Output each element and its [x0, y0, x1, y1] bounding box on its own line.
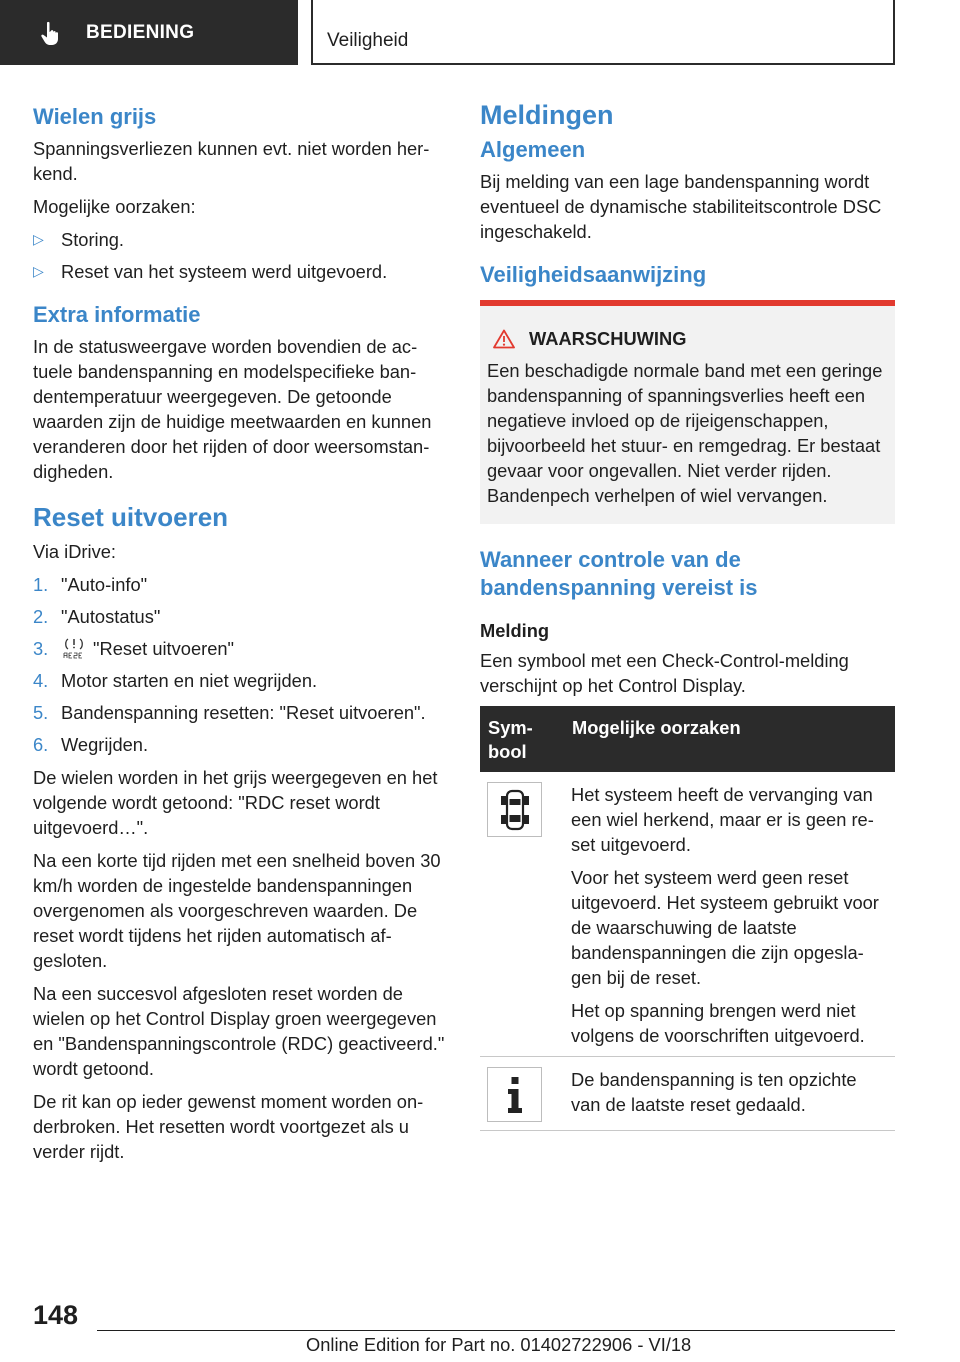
paragraph: Na een succesvol afgesloten reset worden de wielen op het Control Display groen weergegeven en "Bandenspanningscontrole (RDC) geactiveerd." wordt getoond.	[33, 983, 445, 1079]
causes-cell	[564, 772, 895, 1057]
info-icon	[487, 1067, 542, 1122]
step-text: "Autostatus"	[61, 606, 161, 627]
causes-cell	[564, 1057, 895, 1131]
step-number: 3.	[33, 638, 49, 659]
edition-text: Online Edition for Part no. 01402722906 - VI/18	[306, 1334, 692, 1355]
paragraph: Spanningsverliezen kunnen evt. niet worden herkend.	[33, 138, 430, 184]
list-item	[33, 227, 448, 252]
warning-title: WAARSCHUWING	[529, 328, 687, 349]
step-item	[33, 572, 448, 597]
step-item	[33, 636, 448, 661]
list-item-text: Storing.	[61, 229, 125, 250]
step-text: Bandenspanning resetten: "Reset uitvoeren".	[61, 702, 426, 723]
paragraph: De wielen worden in het grijs weergegeven en het volgende wordt getoond: "RDC reset wordt uitgevoerd…".	[33, 767, 438, 838]
warning-text: Een beschadigde normale band met een geringe bandenspanning of spanningsverlies heeft een negatieve invloed op de rijeigenschappen, bijvoorbeeld het stuur- en remgedrag. Er bestaat gevaar voor ongevallen. Niet verder rijden. Bandenpech verhelpen of wiel vervangen.	[487, 360, 883, 506]
triangle-bullet-icon: ▷	[33, 231, 44, 247]
cause-text: Het systeem heeft de vervanging van een wiel herkend, maar er is geen reset uitgevoerd.	[571, 784, 874, 855]
heading-reset-uitvoeren: Reset uitvoeren	[33, 502, 229, 532]
paragraph: Na een korte tijd rijden met een snelheid boven 30 km/h worden de ingestelde bandenspanningen overgenomen als voorgeschreven waarden. De reset wordt tijdens het rijden automatisch afgesloten.	[33, 850, 441, 971]
paragraph: Een symbool met een Check-Control-melding verschijnt op het Control Display.	[480, 650, 849, 696]
page-number: 148	[33, 1300, 79, 1330]
heading-extra-informatie: Extra informatie	[33, 302, 201, 327]
car-tire-icon	[487, 782, 542, 837]
subheading-melding: Melding	[480, 620, 550, 641]
paragraph: Bij melding van een lage bandenspanning wordt eventueel de dynamische stabiliteitscontrole DSC ingeschakeld.	[480, 171, 882, 242]
triangle-bullet-icon: ▷	[33, 263, 44, 279]
paragraph: Via iDrive:	[33, 541, 116, 562]
table-row	[480, 1057, 895, 1131]
reset-button-icon	[61, 637, 87, 659]
footer-divider	[97, 1330, 895, 1331]
paragraph: Mogelijke oorzaken:	[33, 196, 196, 217]
chapter-title: Veiligheid	[327, 30, 409, 51]
step-text: Wegrijden.	[61, 734, 149, 755]
cause-text: Voor het systeem werd geen reset uitgevoerd. Het systeem gebruikt voor de waarschuwing de laatste bandenspanningen die zijn opgeslagen bij de reset.	[571, 867, 879, 988]
heading-veiligheidsaanwijzing: Veiligheidsaanwijzing	[480, 262, 707, 287]
column-header-symbol: Symbool	[480, 706, 564, 772]
chapter-tab	[311, 0, 895, 65]
heading-meldingen: Meldingen	[480, 100, 614, 130]
step-number: 6.	[33, 734, 49, 755]
step-item	[33, 604, 448, 629]
symbol-cell	[480, 1057, 564, 1131]
list-item	[33, 259, 448, 284]
left-column	[33, 100, 448, 1172]
step-item	[33, 732, 448, 757]
hand-pointer-icon	[38, 20, 64, 46]
cause-list	[33, 227, 448, 284]
step-text: "Auto-info"	[61, 574, 148, 595]
step-text: "Reset uitvoeren"	[93, 638, 235, 659]
right-column	[480, 100, 895, 1131]
paragraph: In de statusweergave worden bovendien de actuele bandenspanning en modelspecifieke bandentemperatuur weergegeven. De getoonde waarden zijn de huidige meetwaarden en kunnen veranderen door het rijden of door weersomstandigheden.	[33, 336, 432, 482]
warning-triangle-icon	[493, 329, 515, 349]
warning-box	[480, 300, 895, 524]
step-text: Motor starten en niet wegrijden.	[61, 670, 318, 691]
section-title: BEDIENING	[86, 21, 195, 43]
step-item	[33, 668, 448, 693]
step-number: 1.	[33, 574, 49, 595]
warning-header	[487, 328, 887, 350]
section-tab	[0, 0, 298, 65]
reset-steps	[33, 572, 448, 757]
step-item	[33, 700, 448, 725]
heading-algemeen: Algemeen	[480, 137, 586, 162]
cause-text: Het op spanning brengen werd niet volgens de voorschriften uitgevoerd.	[571, 1000, 865, 1046]
step-number: 4.	[33, 670, 49, 691]
table-row	[480, 772, 895, 1057]
heading-wielen-grijs: Wielen grijs	[33, 104, 157, 129]
step-number: 5.	[33, 702, 49, 723]
step-number: 2.	[33, 606, 49, 627]
heading-wanneer-controle: Wanneer controle van de bandenspanning vereist is	[480, 547, 758, 600]
list-item-text: Reset van het systeem werd uitgevoerd.	[61, 261, 388, 282]
column-header-causes: Mogelijke oorzaken	[564, 706, 895, 772]
symbol-cell	[480, 772, 564, 1057]
message-table	[480, 706, 895, 1131]
cause-text: De bandenspanning is ten opzichte van de laatste reset gedaald.	[571, 1069, 857, 1115]
paragraph: De rit kan op ieder gewenst moment worden onderbroken. Het resetten wordt voortgezet als u verder rijdt.	[33, 1091, 424, 1162]
table-header-row	[480, 706, 895, 772]
